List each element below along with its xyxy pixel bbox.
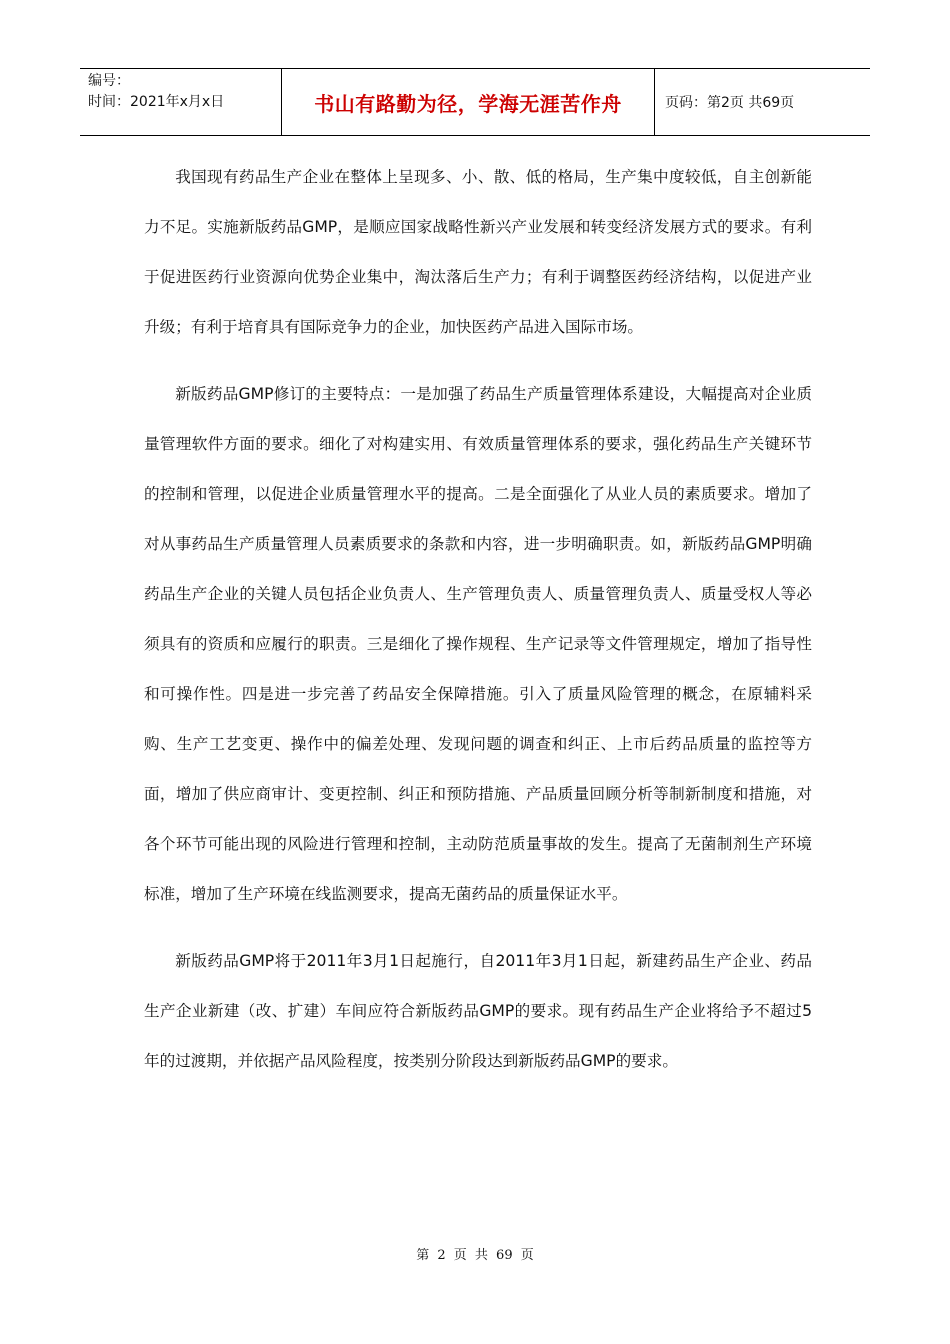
document-date-label: 时间：2021年x月x日: [88, 94, 225, 110]
header-meta-cell: [80, 69, 282, 135]
document-body: [144, 152, 812, 1103]
header-motto: 书山有路勤为径，学海无涯苦作舟: [282, 69, 655, 135]
paragraph-1: 我国现有药品生产企业在整体上呈现多、小、散、低的格局，生产集中度较低，自主创新能力不足。实施新版药品GMP，是顺应国家战略性新兴产业发展和转变经济发展方式的要求。有利于促进医药行业资源向优势企业集中，淘汰落后生产力；有利于调整医药经济结构，以促进产业升级；有利于培育具有国际竞争力的企业，加快医药产品进入国际市场。: [144, 168, 812, 336]
paragraph-2: 新版药品GMP修订的主要特点：一是加强了药品生产质量管理体系建设，大幅提高对企业质量管理软件方面的要求。细化了对构建实用、有效质量管理体系的要求，强化药品生产关键环节的控制和管理，以促进企业质量管理水平的提高。二是全面强化了从业人员的素质要求。增加了对从事药品生产质量管理人员素质要求的条款和内容，进一步明确职责。如，新版药品GMP明确药品生产企业的关键人员包括企业负责人、生产管理负责人、质量管理负责人、质量受权人等必须具有的资质和应履行的职责。三是细化了操作规程、生产记录等文件管理规定，增加了指导性和可操作性。四是进一步完善了药品安全保障措施。引入了质量风险管理的概念，在原辅料采购、生产工艺变更、操作中的偏差处理、发现问题的调查和纠正、上市后药品质量的监控等方面，增加了供应商审计、变更控制、纠正和预防措施、产品质量回顾分析等制新制度和措施，对各个环节可能出现的风险进行管理和控制，主动防范质量事故的发生。提高了无菌制剂生产环境标准，增加了生产环境在线监测要求，提高无菌药品的质量保证水平。: [144, 385, 812, 903]
paragraph-3: 新版药品GMP将于2011年3月1日起施行，自2011年3月1日起，新建药品生产企业、药品生产企业新建（改、扩建）车间应符合新版药品GMP的要求。现有药品生产企业将给予不超过5年的过渡期，并依据产品风险程度，按类别分阶段达到新版药品GMP的要求。: [144, 952, 812, 1070]
page-header: [80, 68, 870, 136]
page-footer: 第 2 页 共 69 页: [416, 1248, 534, 1263]
document-number-label: 编号：: [88, 73, 130, 89]
header-page-info: 页码：第2页 共69页: [665, 95, 795, 111]
